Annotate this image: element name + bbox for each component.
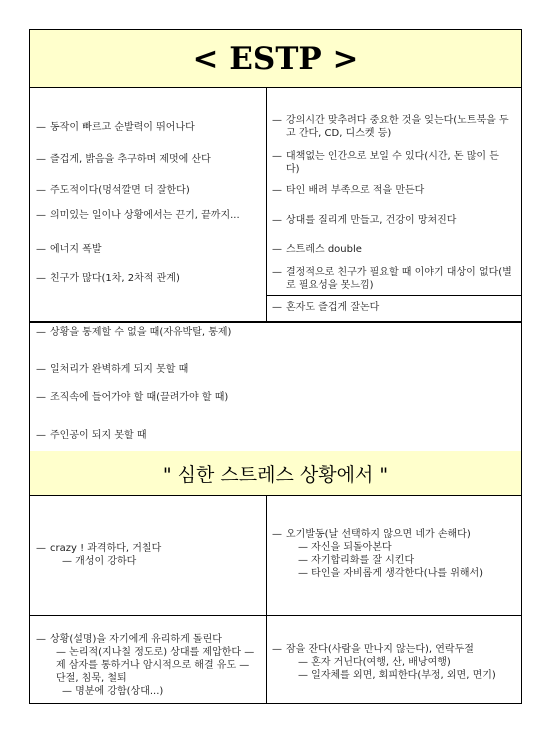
column-divider [266, 615, 267, 704]
stress-response-a: — crazy ! 과격하다, 거칠다 — 개성이 강하다 [36, 543, 162, 567]
list-item: — 스트레스 double [272, 244, 362, 255]
list-item: — 일처리가 완벽하게 되지 못할 때 [36, 364, 189, 375]
list-item: — 결정적으로 친구가 필요할 때 이야기 대상이 없다(별로 필요성을 못느낌) [272, 267, 512, 291]
list-item: — 상대를 질리게 만들고, 건강이 망쳐진다 [272, 215, 457, 226]
stress-heading: " 심한 스트레스 상황에서 " [30, 451, 521, 496]
list-item: — 강의시간 맞추려다 중요한 것을 잊는다(노트북을 두고 간다, CD, 디스켓 등) [272, 115, 509, 139]
estp-document [29, 29, 522, 704]
list-item: — 혼자도 즐겁게 잘논다 [272, 302, 380, 313]
list-item: — 동작이 빠르고 순발력이 뛰어나다 [36, 122, 195, 133]
stress-response-c: — 상황(설명)을 자기에게 유리하게 돌린다 — 논리적(지나칠 정도로) 상대를 제압한다 — 제 삼자를 통하거나 암시적으로 해결 유도 — 단절, 침묵, 철퇴 — 명분에 강함(상대...) [36, 634, 255, 697]
stress-response-b: — 오기발동(날 선택하지 않으면 네가 손해다) — 자신을 되돌아본다 — 자기합리화를 잘 시킨다 — 타인을 자비롭게 생각한다(나를 위해서) [272, 529, 484, 579]
list-item: — 상황을 통제할 수 없을 때(자유박탈, 통제) [36, 327, 232, 338]
stress-response-section [30, 495, 521, 616]
column-divider [266, 87, 267, 321]
list-item: — 주도적이다(멍석깔면 더 잘한다) [36, 185, 190, 196]
column-divider [266, 495, 267, 615]
list-item: — 친구가 많다(1차, 2차적 관계) [36, 273, 180, 284]
divider [267, 295, 521, 296]
list-item: — 에너지 폭발 [36, 244, 102, 255]
list-item: — 즐겁게, 밝음을 추구하며 제멋에 산다 [36, 154, 211, 165]
traits-section [30, 87, 521, 323]
stressors-section [30, 321, 521, 452]
list-item: — 의미있는 일이나 상황에서는 끈기, 끝까지... [36, 210, 240, 221]
list-item: — 타인 배려 부족으로 적을 만든다 [272, 185, 425, 196]
list-item: — 주인공이 되지 못할 때 [36, 430, 147, 441]
page-title: < ESTP > [30, 30, 521, 88]
list-item: — 대책없는 인간으로 보일 수 있다(시간, 돈 많이 든다) [272, 151, 499, 175]
stress-response-d: — 잠을 잔다(사람을 만나지 않는다), 연락두절 — 혼자 거닌다(여행, 산, 배낭여행) — 일자체를 외면, 회피한다(부정, 외면, 면기) [272, 644, 496, 681]
list-item: — 조직속에 들어가야 할 때(끌려가야 할 때) [36, 392, 229, 403]
stress-coping-section [30, 615, 521, 704]
